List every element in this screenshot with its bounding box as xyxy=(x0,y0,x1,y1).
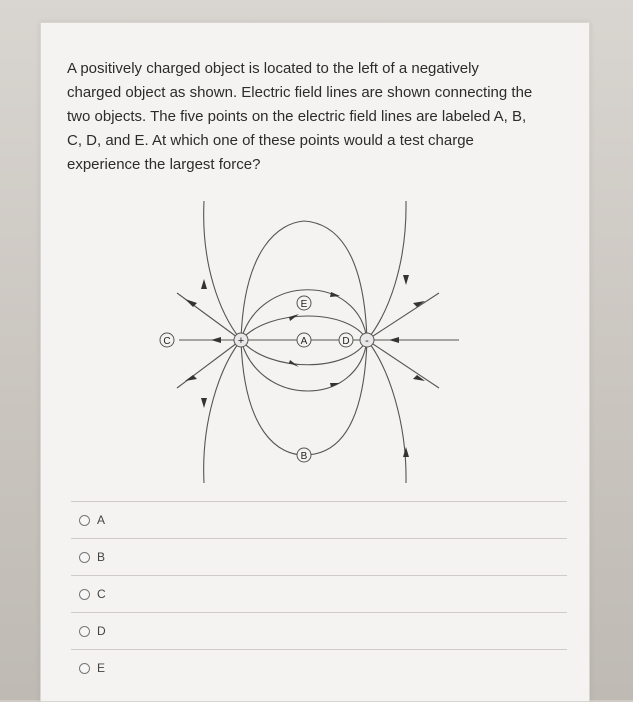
option-c[interactable] xyxy=(71,575,567,612)
field-line-diag-lr xyxy=(367,340,439,388)
option-a[interactable] xyxy=(71,501,567,538)
arrowhead xyxy=(211,337,221,343)
arrowhead xyxy=(330,292,340,297)
option-label: E xyxy=(97,661,106,675)
field-line-outer-top xyxy=(241,221,367,340)
field-line-right-top xyxy=(367,201,406,340)
question-text xyxy=(67,57,567,177)
field-line-diag-ll xyxy=(177,340,241,388)
question-line: two objects. The five points on the electric field lines are labeled A, B, xyxy=(67,108,527,125)
option-label: C xyxy=(97,587,106,601)
question-line: C, D, and E. At which one of these points would a test charge xyxy=(67,132,474,149)
point-d-label: D xyxy=(342,336,350,347)
negative-charge-symbol: - xyxy=(365,335,369,347)
positive-charge-symbol: + xyxy=(237,335,245,347)
arrowhead xyxy=(389,337,399,343)
option-label: D xyxy=(97,624,106,638)
option-label: B xyxy=(97,550,106,564)
radio-button[interactable] xyxy=(79,626,90,637)
option-b[interactable] xyxy=(71,538,567,575)
point-c-label: C xyxy=(163,336,171,347)
electric-field-diagram xyxy=(149,193,469,493)
field-line-diag-ur xyxy=(367,293,439,340)
field-line-right-bottom xyxy=(367,340,406,483)
answer-options xyxy=(71,501,567,686)
question-line: A positively charged object is located to the left of a negatively xyxy=(67,60,479,77)
point-a-label: A xyxy=(300,336,308,347)
option-e[interactable] xyxy=(71,649,567,686)
point-b-label: B xyxy=(300,451,308,462)
arrowhead xyxy=(289,314,299,321)
arrowhead xyxy=(201,398,207,408)
arrowhead xyxy=(201,279,207,289)
arrowhead xyxy=(330,383,340,387)
point-e-label: E xyxy=(300,299,308,310)
radio-button[interactable] xyxy=(79,515,90,526)
question-line: charged object as shown. Electric field lines are shown connecting the xyxy=(67,84,533,101)
option-label: A xyxy=(97,513,106,527)
question-line: experience the largest force? xyxy=(67,156,261,173)
question-card xyxy=(40,22,590,702)
radio-button[interactable] xyxy=(79,552,90,563)
radio-button[interactable] xyxy=(79,589,90,600)
arrowhead xyxy=(289,360,299,367)
radio-button[interactable] xyxy=(79,663,90,674)
field-line-outer-bottom xyxy=(241,340,367,455)
arrowhead xyxy=(185,375,197,381)
option-d[interactable] xyxy=(71,612,567,649)
field-line-mid-bottom xyxy=(241,340,367,391)
field-line-left-top xyxy=(204,201,241,340)
arrowhead xyxy=(403,447,409,457)
field-line-left-bottom xyxy=(204,340,241,483)
arrowhead xyxy=(403,275,409,285)
